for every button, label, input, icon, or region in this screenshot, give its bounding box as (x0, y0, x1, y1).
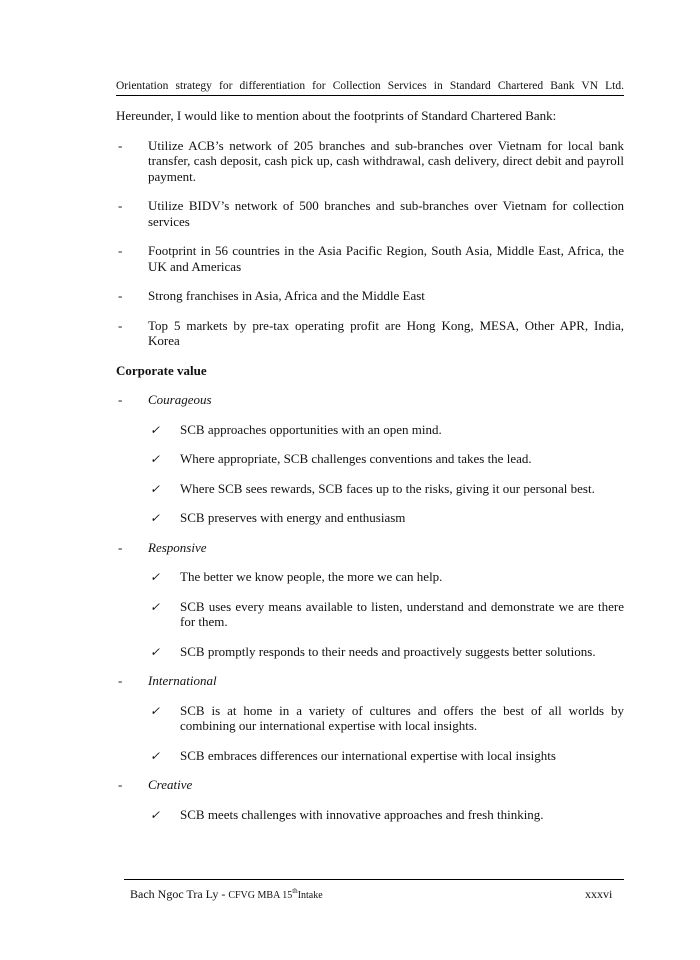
value-item-text: Where SCB sees rewards, SCB faces up to the risks, giving it our personal best. (180, 480, 595, 496)
value-item-text: SCB is at home in a variety of cultures and offers the best of all worlds by combining our international expertise with local insights. (180, 702, 624, 733)
checkmark-icon: ✓ (150, 644, 161, 659)
list-item (116, 599, 624, 630)
bullet-text: Utilize BIDV’s network of 500 branches and sub-branches over Vietnam for collection services (148, 198, 624, 229)
running-header: Orientation strategy for differentiation for Collection Services in Standard Chartered Bank VN Ltd. (116, 80, 624, 92)
list-item (116, 288, 624, 304)
dash-bullet-icon: - (118, 392, 123, 407)
list-item (116, 243, 624, 274)
value-name: Responsive (148, 539, 207, 555)
footer-author (130, 887, 323, 902)
dash-bullet-icon: - (118, 777, 123, 792)
checkmark-icon: ✓ (150, 511, 161, 525)
value-name: International (148, 673, 217, 688)
checkmark-icon: ✓ (150, 481, 161, 496)
section-heading: Corporate value (116, 362, 207, 378)
bullet-text: Footprint in 56 countries in the Asia Pacific Region, South Asia, Middle East, Africa, the UK and Americas (148, 243, 624, 274)
checkmark-icon: ✓ (150, 807, 161, 822)
dash-bullet-icon: - (118, 673, 123, 688)
dash-bullet-icon: - (118, 243, 123, 258)
value-item-text: SCB uses every means available to listen, understand and demonstrate we are there for them. (180, 598, 624, 629)
list-item (116, 510, 624, 526)
value-item-text: SCB preserves with energy and enthusiasm (180, 510, 406, 525)
list-item (116, 748, 624, 764)
value-item-text: SCB promptly responds to their needs and proactively suggests better solutions. (180, 643, 596, 659)
bullet-text: Strong franchises in Asia, Africa and the Middle East (148, 288, 425, 303)
list-item (116, 703, 624, 734)
value-item-text: SCB embraces differences our international expertise with local insights (180, 747, 556, 763)
list-item (116, 807, 624, 823)
checkmark-icon: ✓ (150, 452, 161, 466)
value-heading-creative (116, 777, 624, 793)
header-rule (116, 95, 624, 96)
value-item-text: The better we know people, the more we can help. (180, 569, 443, 584)
intake-label: Intake (297, 890, 323, 901)
checkmark-icon: ✓ (150, 599, 161, 614)
dash-bullet-icon: - (118, 317, 123, 333)
bullet-text: Utilize ACB’s network of 205 branches and sub-branches over Vietnam for local bank transfer, cash deposit, cash pick up, cash withdrawal, cash delivery, direct debit and payroll payment. (148, 137, 624, 184)
checkmark-icon: ✓ (150, 748, 161, 763)
program-name: CFVG MBA 15 (228, 890, 293, 901)
value-heading-international (116, 673, 624, 689)
ordinal-suffix: th (292, 887, 298, 895)
list-item (116, 481, 624, 497)
list-item (116, 569, 624, 585)
list-item (116, 198, 624, 229)
list-item (116, 451, 624, 467)
page-body (116, 108, 624, 836)
checkmark-icon: ✓ (150, 422, 161, 437)
dash-bullet-icon: - (118, 198, 123, 213)
value-name: Courageous (148, 392, 212, 407)
value-item-text: SCB approaches opportunities with an open mind. (180, 421, 442, 437)
author-name: Bach Ngoc Tra Ly - (130, 887, 229, 901)
list-item (116, 644, 624, 660)
intro-paragraph: Hereunder, I would like to mention about the footprints of Standard Chartered Bank: (116, 108, 557, 123)
value-heading-courageous (116, 392, 624, 408)
dash-bullet-icon: - (118, 288, 123, 303)
dash-bullet-icon: - (118, 539, 123, 555)
value-heading-responsive (116, 540, 624, 556)
list-item (116, 422, 624, 438)
checkmark-icon: ✓ (150, 703, 161, 718)
list-item (116, 318, 624, 349)
value-item-text: Where appropriate, SCB challenges conventions and takes the lead. (180, 451, 532, 466)
page-number: xxxvi (585, 887, 613, 901)
bullet-text: Top 5 markets by pre-tax operating profit are Hong Kong, MESA, Other APR, India, Korea (148, 317, 624, 348)
dash-bullet-icon: - (118, 137, 123, 153)
value-item-text: SCB meets challenges with innovative approaches and fresh thinking. (180, 806, 544, 822)
value-name: Creative (148, 777, 193, 792)
footer-rule (124, 879, 624, 880)
checkmark-icon: ✓ (150, 570, 161, 584)
list-item (116, 138, 624, 185)
